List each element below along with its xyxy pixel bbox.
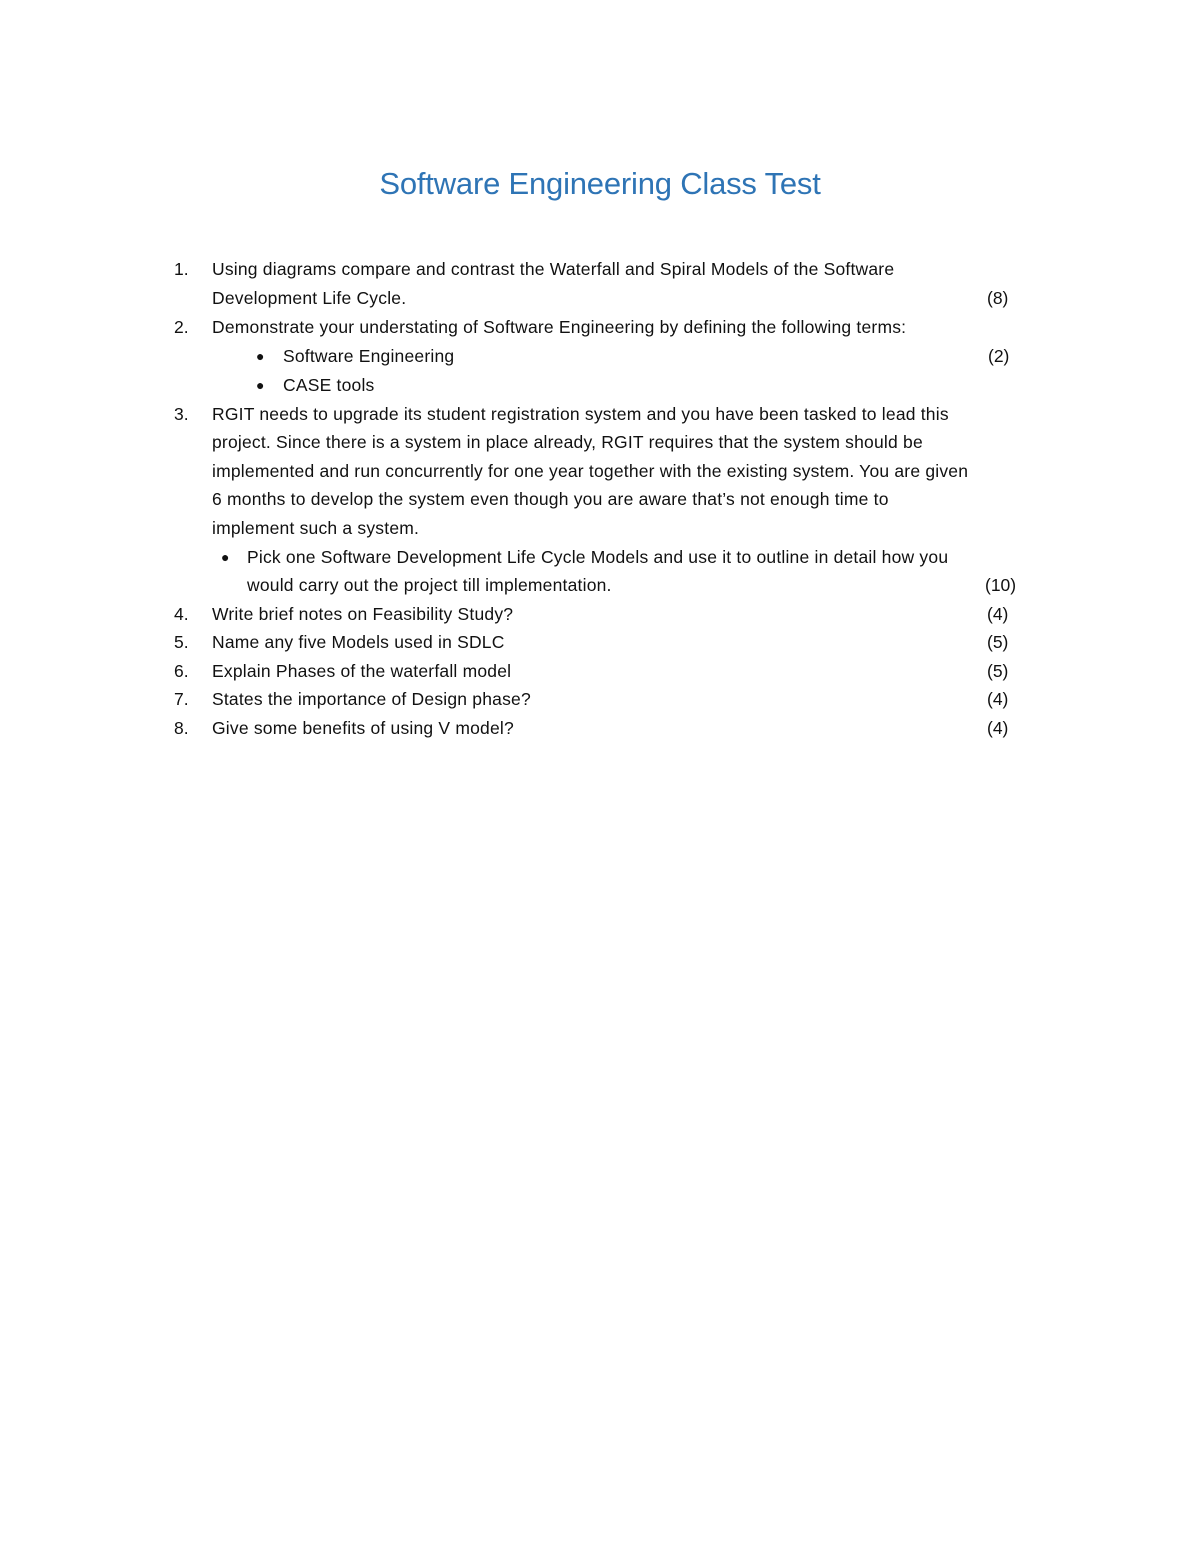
question-number: 6. [174, 661, 189, 681]
question-text-line: Explain Phases of the waterfall model [212, 661, 512, 681]
question-text-line: Write brief notes on Feasibility Study? [212, 604, 514, 624]
question-text-line: project. Since there is a system in place already, RGIT requires that the system should be [212, 432, 923, 452]
question-text-line: Give some benefits of using V model? [212, 718, 514, 738]
question-text-line: Development Life Cycle. [212, 288, 407, 308]
question-text-line: implemented and run concurrently for one year together with the existing system. You are given [212, 461, 969, 481]
sub-item-text: CASE tools [283, 375, 375, 395]
question-number: 5. [174, 632, 189, 652]
question-text-line: Using diagrams compare and contrast the Waterfall and Spiral Models of the Software [212, 259, 895, 279]
question-marks: (8) [987, 288, 1009, 308]
question-number: 1. [174, 259, 189, 279]
question-number: 2. [174, 317, 189, 337]
bullet-icon: ● [256, 377, 265, 393]
question-number: 4. [174, 604, 189, 624]
bullet-icon: ● [256, 348, 265, 364]
question-text-line: RGIT needs to upgrade its student registration system and you have been tasked to lead this [212, 404, 949, 424]
question-number: 3. [174, 404, 189, 424]
question-text-line: 6 months to develop the system even though you are aware that’s not enough time to [212, 489, 889, 509]
page-title: Software Engineering Class Test [379, 166, 821, 201]
question-number: 7. [174, 689, 189, 709]
question-marks: (5) [987, 632, 1009, 652]
question-marks: (4) [987, 718, 1009, 738]
question-marks: (2) [988, 346, 1010, 366]
question-marks: (4) [987, 604, 1009, 624]
question-text-line: implement such a system. [212, 518, 420, 538]
question-marks: (10) [985, 575, 1017, 595]
question-number: 8. [174, 718, 189, 738]
question-marks: (4) [987, 689, 1009, 709]
question-text-line: Name any five Models used in SDLC [212, 632, 505, 652]
sub-item-text: would carry out the project till implementation. [247, 575, 612, 595]
bullet-icon: ● [221, 549, 230, 565]
question-text-line: States the importance of Design phase? [212, 689, 531, 709]
question-text-line: Demonstrate your understating of Software Engineering by defining the following terms: [212, 317, 907, 337]
sub-item-text: Pick one Software Development Life Cycle Models and use it to outline in detail how you [247, 547, 949, 567]
question-marks: (5) [987, 661, 1009, 681]
sub-item-text: Software Engineering [283, 346, 455, 366]
